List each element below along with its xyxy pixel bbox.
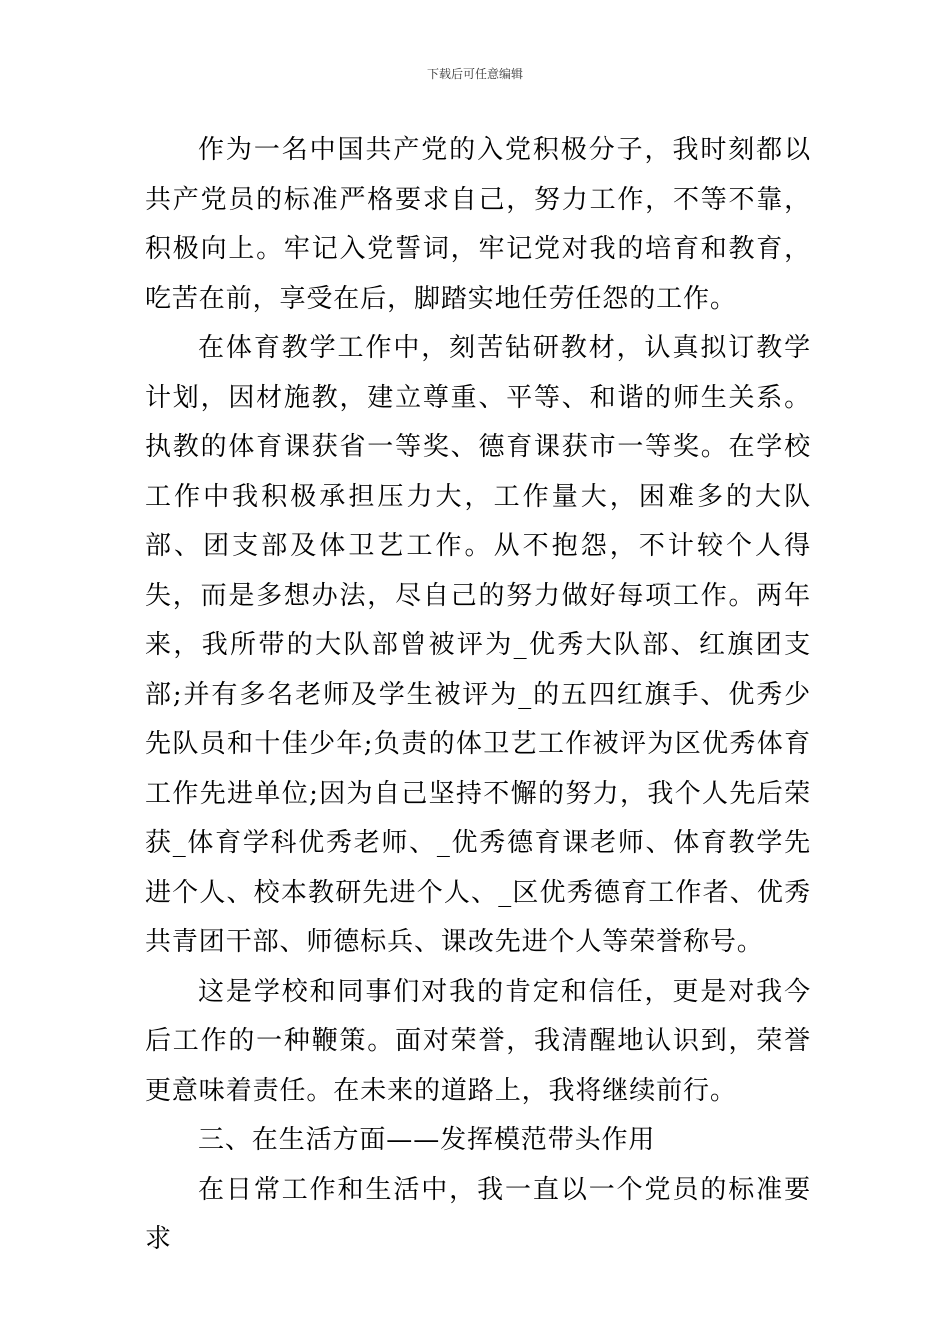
paragraph-party-standard: 作为一名中国共产党的入党积极分子，我时刻都以共产党员的标准严格要求自己，努力工作，不等不靠，积极向上。牢记入党誓词，牢记党对我的培育和教育，吃苦在前，享受在后，脚踏实地任劳任怨的工作。 (145, 135, 811, 314)
paragraph-teaching-work: 在体育教学工作中，刻苦钻研教材，认真拟订教学计划，因材施教，建立尊重、平等、和谐的师生关系。执教的体育课获省一等奖、德育课获市一等奖。在学校工作中我积极承担压力大，工作量大，困难多的大队部、团支部及体卫艺工作。从不抱怨，不计较个人得失，而是多想办法，尽自己的努力做好每项工作。两年来，我所带的大队部曾被评为_优秀大队部、红旗团支部;并有多名老师及学生被评为_的五四红旗手、优秀少先队员和十佳少年;负责的体卫艺工作被评为区优秀体育工作先进单位;因为自己坚持不懈的努力，我个人先后荣获_体育学科优秀老师、_优秀德育课老师、体育教学先进个人、校本教研先进个人、_区优秀德育工作者、优秀共青团干部、师德标兵、课改先进个人等荣誉称号。 (145, 333, 811, 957)
document-body (145, 126, 811, 1265)
page-header: 下载后可任意编辑 (426, 67, 523, 81)
paragraph-daily-life: 在日常工作和生活中，我一直以一个党员的标准要求 (145, 1174, 811, 1254)
section-heading-life: 三、在生活方面——发挥模范带头作用 (198, 1125, 656, 1155)
paragraph-honor-responsibility: 这是学校和同事们对我的肯定和信任，更是对我今后工作的一种鞭策。面对荣誉，我清醒地认识到，荣誉更意味着责任。在未来的道路上，我将继续前行。 (145, 976, 811, 1106)
